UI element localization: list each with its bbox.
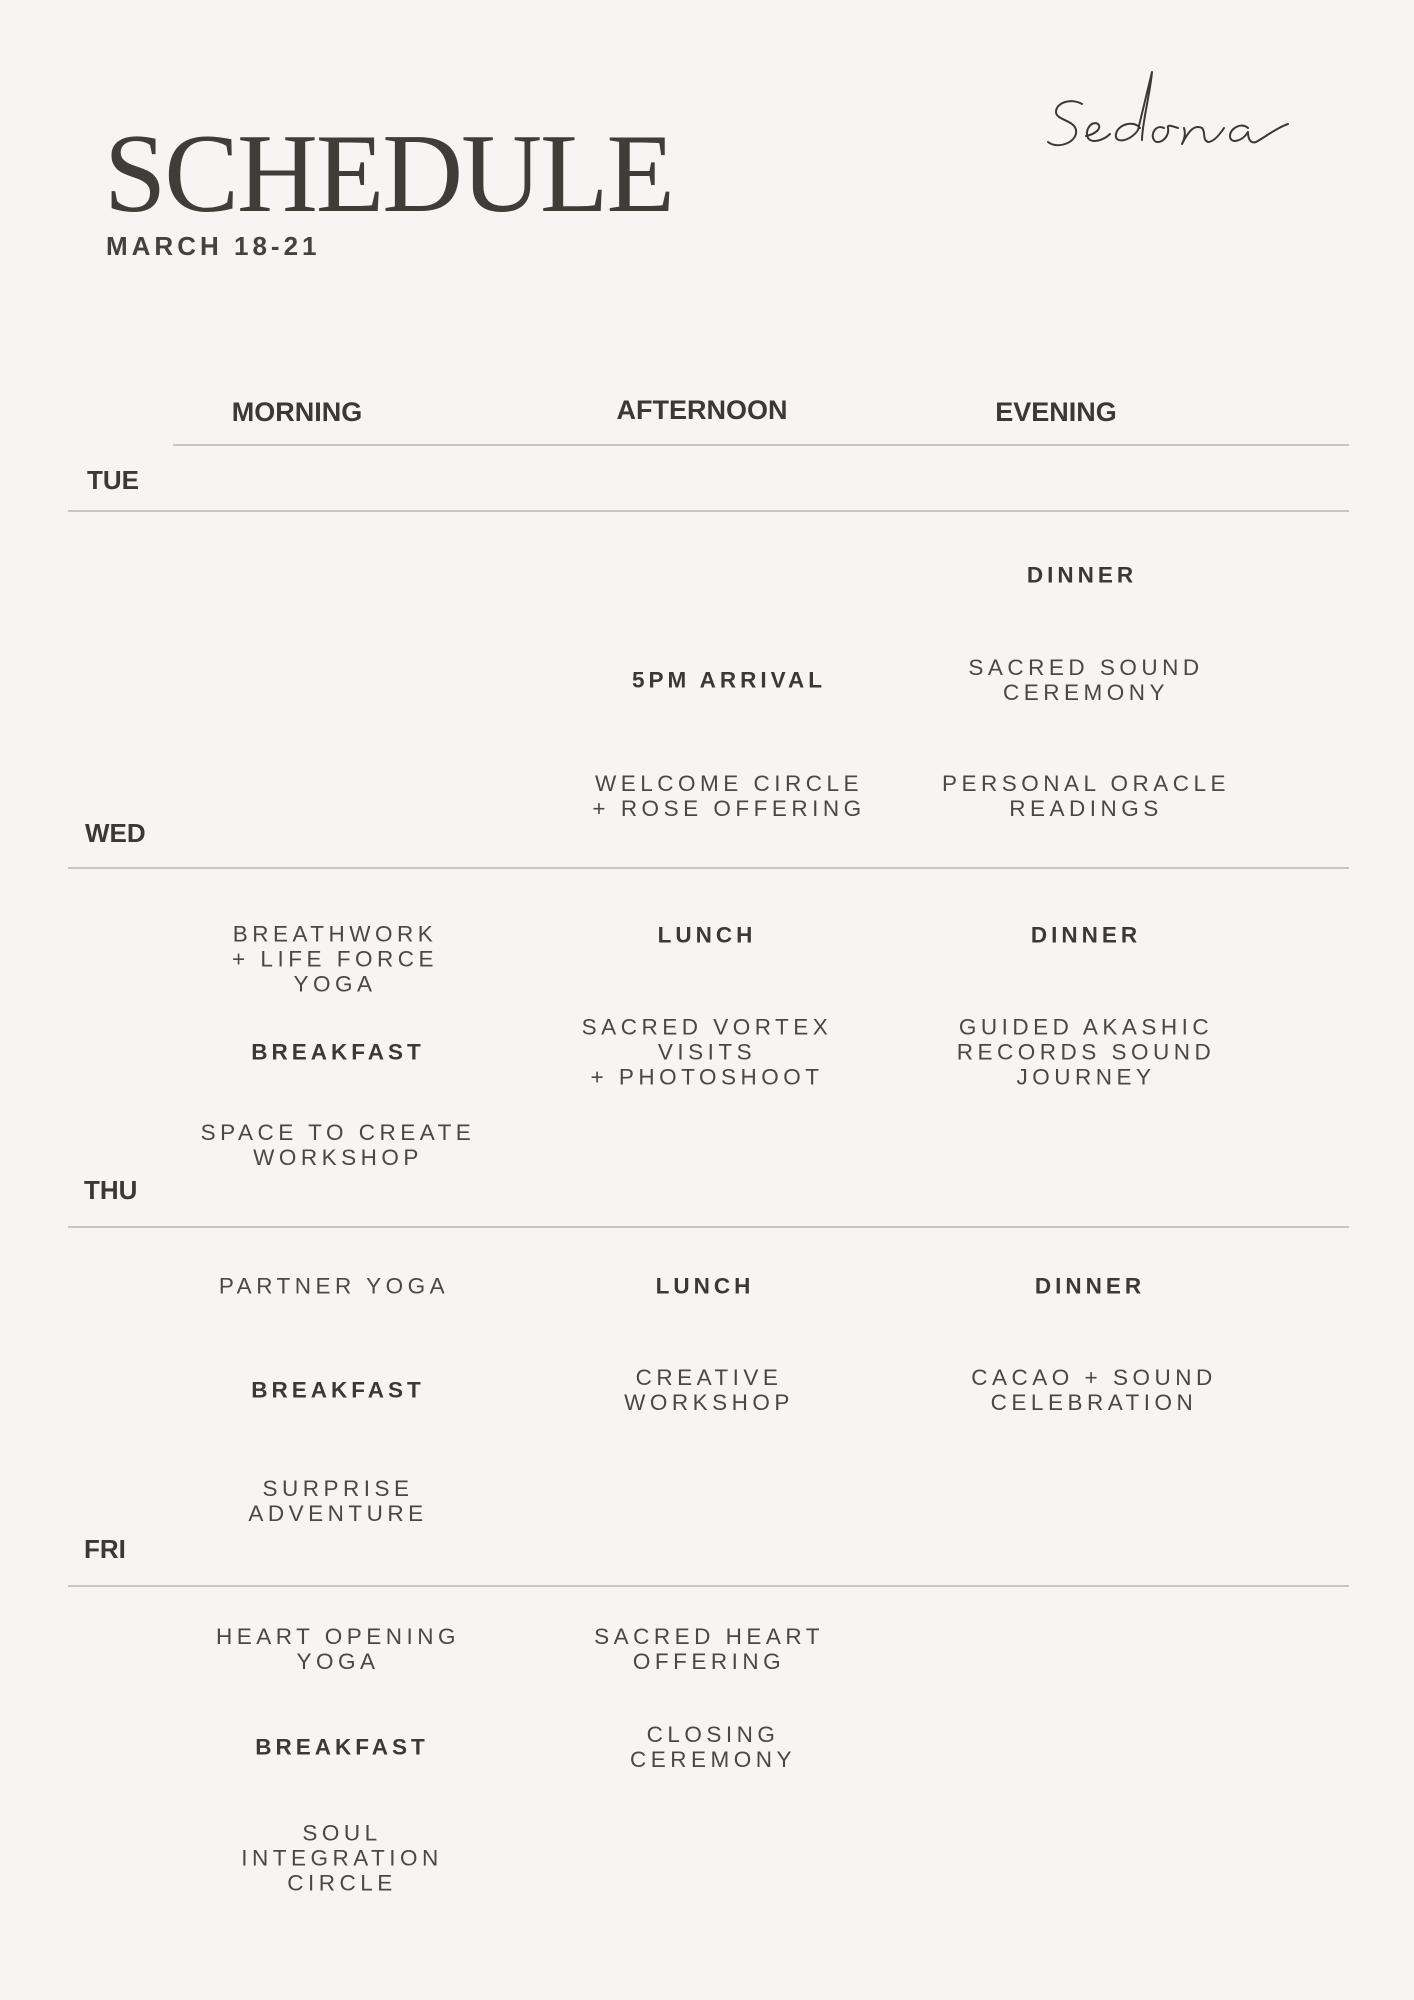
schedule-item: SACRED SOUND CEREMONY — [968, 655, 1204, 705]
row-divider — [68, 1585, 1349, 1587]
schedule-item: WELCOME CIRCLE + ROSE OFFERING — [592, 771, 866, 821]
schedule-item: PERSONAL ORACLE READINGS — [942, 771, 1230, 821]
schedule-item: SPACE TO CREATE WORKSHOP — [200, 1120, 476, 1170]
row-divider — [68, 867, 1349, 869]
schedule-item: LUNCH — [657, 922, 757, 948]
schedule-item: CLOSING CEREMONY — [629, 1722, 797, 1772]
column-header-evening: EVENING — [995, 397, 1117, 427]
row-divider — [68, 510, 1349, 512]
schedule-item: DINNER — [1030, 922, 1142, 948]
column-header-afternoon: AFTERNOON — [616, 395, 788, 425]
schedule-item: PARTNER YOGA — [218, 1273, 450, 1299]
schedule-item: BREATHWORK + LIFE FORCE YOGA — [232, 921, 438, 997]
schedule-item: DINNER — [1026, 562, 1138, 588]
day-label-tue: TUE — [87, 465, 139, 495]
schedule-item: CREATIVE WORKSHOP — [624, 1365, 794, 1415]
schedule-item: SOUL INTEGRATION CIRCLE — [241, 1820, 443, 1896]
sedona-script-logo — [1044, 58, 1294, 168]
schedule-item: SURPRISE ADVENTURE — [248, 1476, 428, 1526]
column-header-morning: MORNING — [231, 397, 363, 427]
schedule-item: BREAKFAST — [255, 1734, 429, 1760]
schedule-item: CACAO + SOUND CELEBRATION — [971, 1365, 1217, 1415]
schedule-item: 5PM ARRIVAL — [631, 667, 827, 693]
day-label-fri: FRI — [84, 1534, 126, 1564]
schedule-item: LUNCH — [655, 1273, 755, 1299]
schedule-item: GUIDED AKASHIC RECORDS SOUND JOURNEY — [956, 1014, 1216, 1090]
page-title: SCHEDULE — [104, 112, 673, 236]
row-divider — [68, 1226, 1349, 1228]
schedule-item: BREAKFAST — [251, 1039, 425, 1065]
date-range: MARCH 18-21 — [106, 231, 321, 261]
schedule-item: SACRED VORTEX VISITS + PHOTOSHOOT — [581, 1014, 833, 1090]
day-label-thu: THU — [84, 1175, 138, 1205]
schedule-item: DINNER — [1034, 1273, 1146, 1299]
schedule-item: BREAKFAST — [251, 1377, 425, 1403]
day-label-wed: WED — [85, 818, 146, 848]
schedule-item: HEART OPENING YOGA — [216, 1624, 460, 1674]
schedule-item: SACRED HEART OFFERING — [594, 1624, 824, 1674]
header-divider — [173, 444, 1349, 446]
